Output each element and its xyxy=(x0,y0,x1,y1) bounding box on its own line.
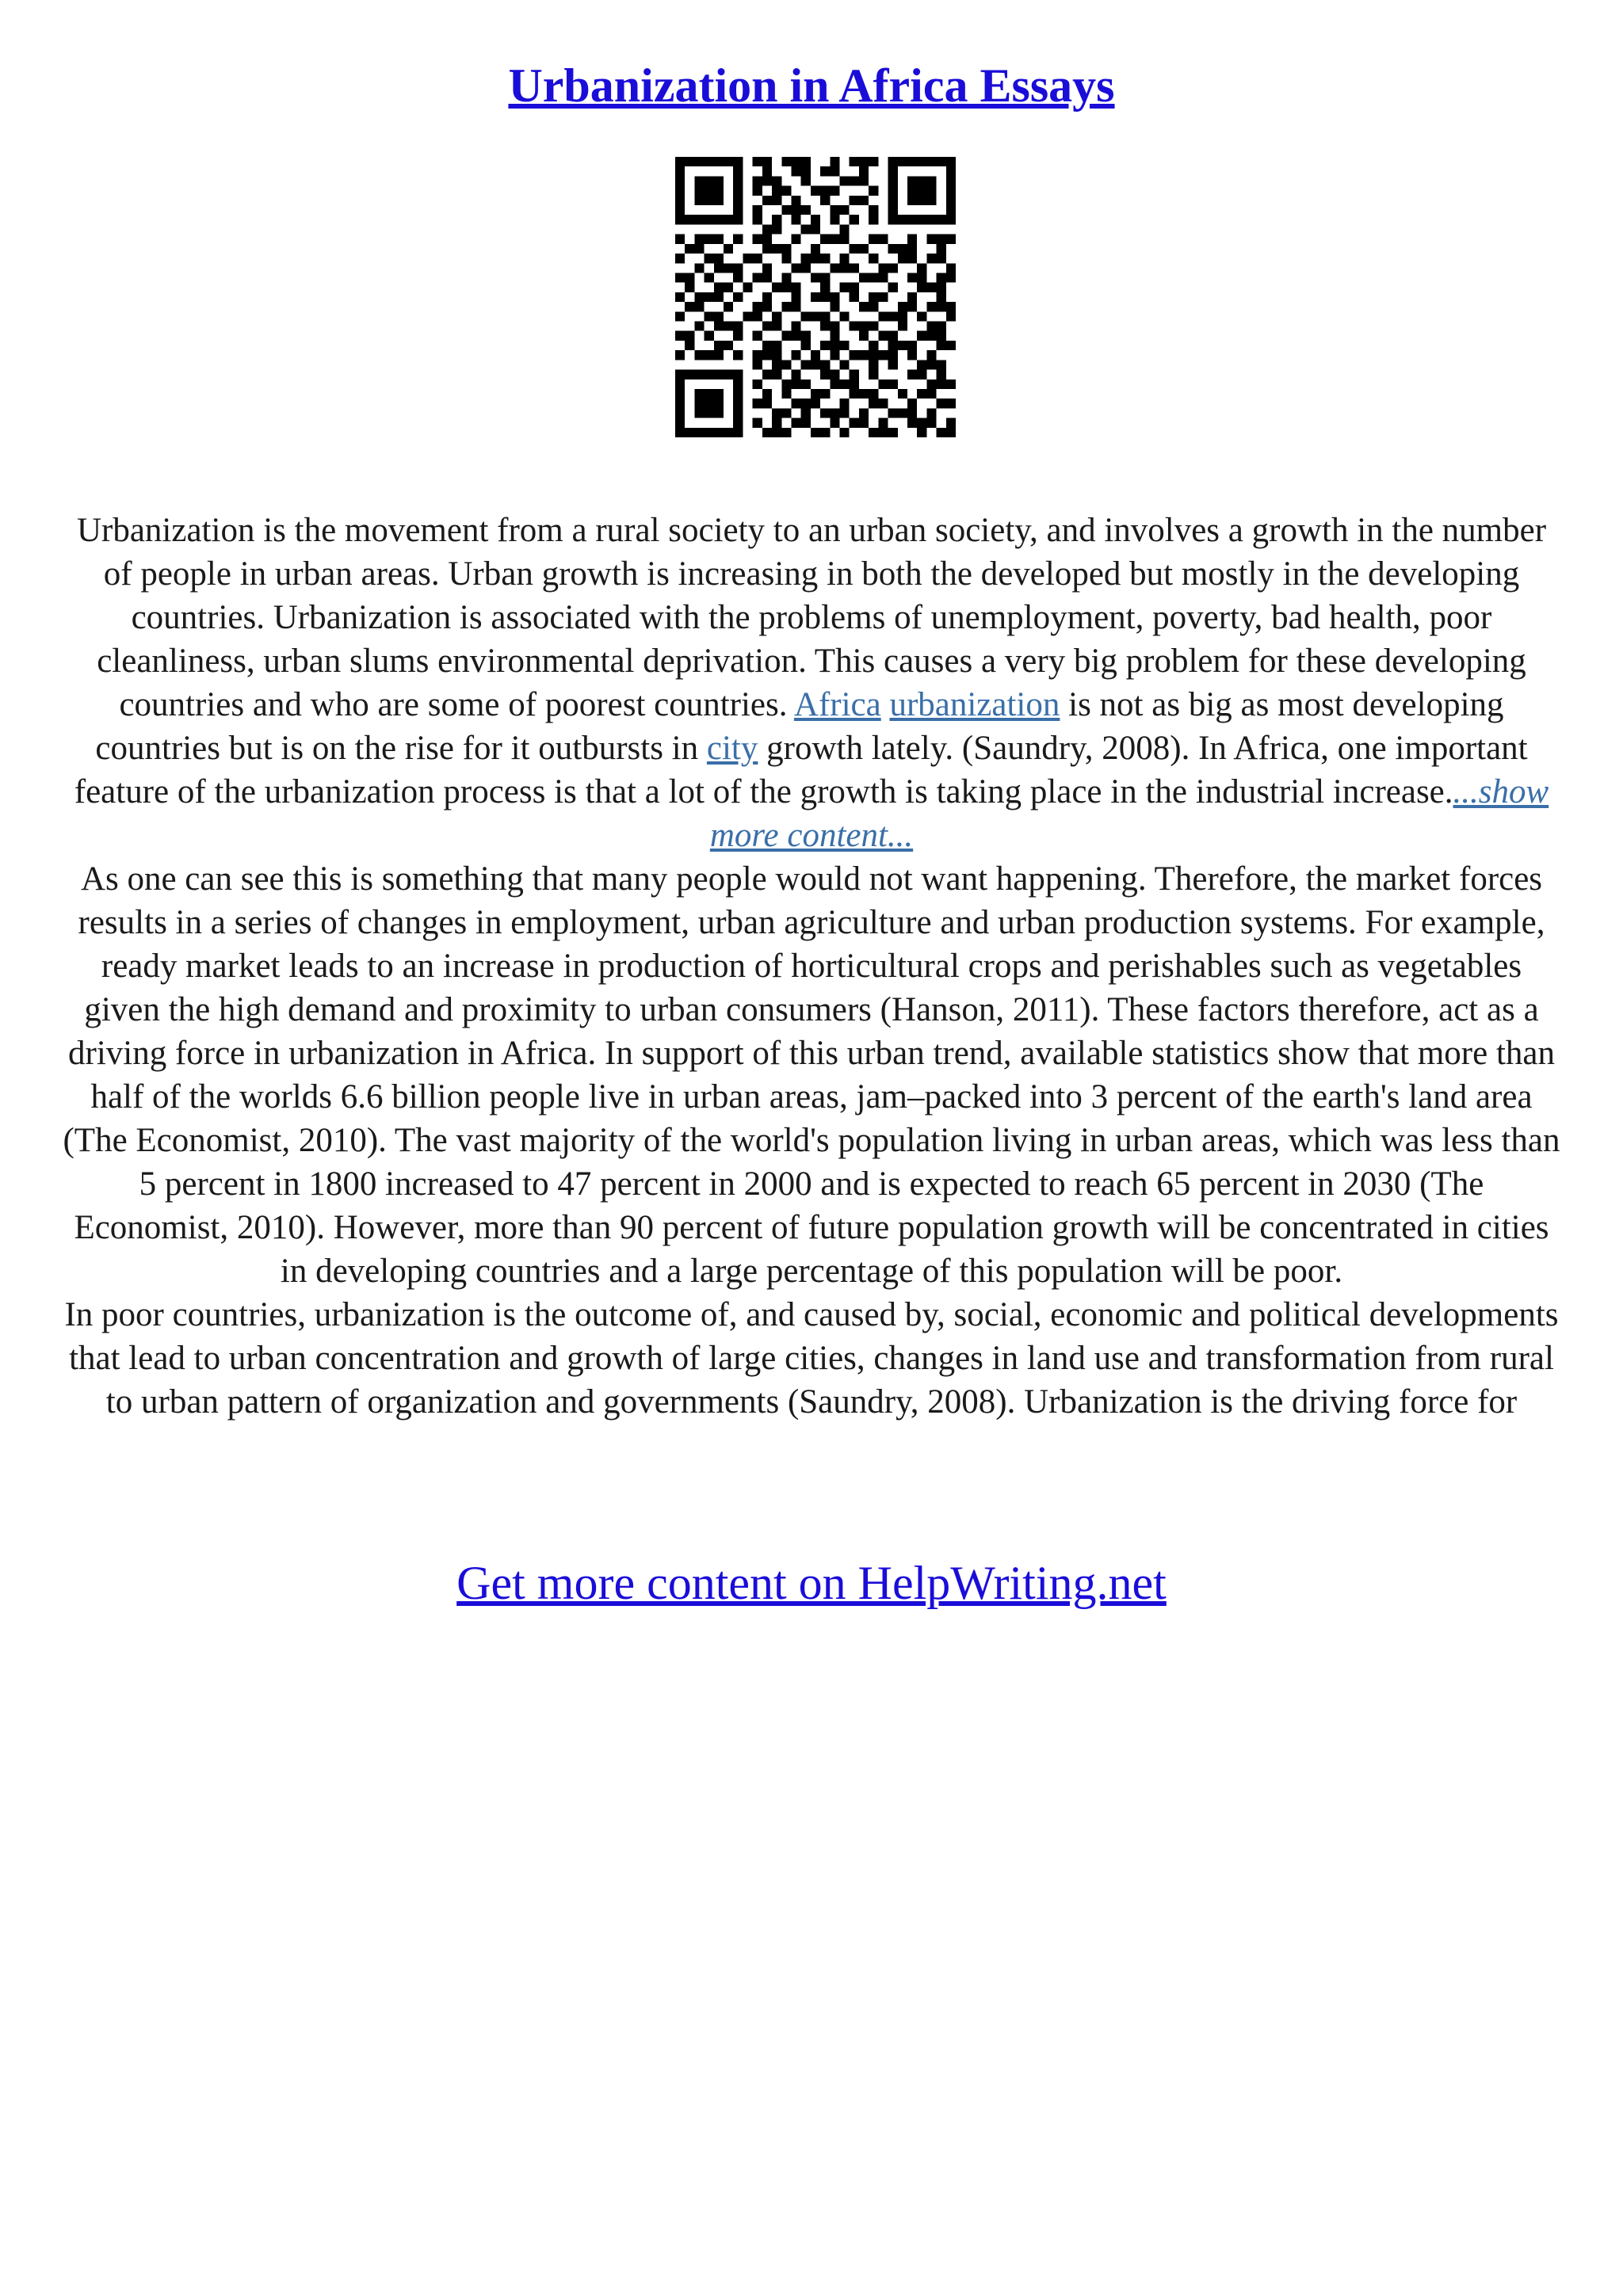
paragraph-1-text-start: Urbanization is the movement from a rural society to an urban society, and involves a growth in the number of people in urban areas. Urban growth is increasing in both the developed but mostly in the developing countries. Urbanization is associated with the problems of unemployment, poverty, bad health, poor cleanliness, urban slums environmental deprivation. This causes a very big problem for these developing countries and who are some of poorest countries. xyxy=(76,512,1547,723)
paragraph-2: As one can see this is something that many people would not want happening. Therefore, the market forces results in a series of changes in employment, urban agriculture and urban production systems. For example, ready market leads to an increase in production of horticultural crops and perishables such as vegetables given the high demand and proximity to urban consumers (Hanson, 2011). These factors therefore, act as a driving force in urbanization in Africa. In support of this urban trend, available statistics show that more than half of the worlds 6.6 billion people live in urban areas, jam–packed into 3 percent of the earth's land area (The Economist, 2010). The vast majority of the world's population living in urban areas, which was less than 5 percent in 1800 increased to 47 percent in 2000 and is expected to reach 65 percent in 2030 (The Economist, 2010). However, more than 90 percent of future population growth will be concentrated in cities in developing countries and a large percentage of this population will be poor. xyxy=(63,860,1560,1290)
document-title-link[interactable]: Urbanization in Africa Essays xyxy=(508,59,1115,112)
qr-code-icon xyxy=(675,157,956,437)
paragraph-3: In poor countries, urbanization is the outcome of, and caused by, social, economic and political developments that lead to urban concentration and growth of large cities, changes in land use and transformation from rural to urban pattern of organization and governments (Saundry, 2008). Urbanization is the driving force for xyxy=(64,1296,1559,1421)
keyword-link-africa[interactable]: Africa xyxy=(793,686,881,723)
paragraph-1 xyxy=(60,509,1563,857)
paragraph-1-text-middle: is not as big as most developing countries but is on the rise for it outbursts in xyxy=(95,686,1504,767)
keyword-link-city[interactable]: city xyxy=(706,730,758,767)
get-more-content-link[interactable]: Get more content on HelpWriting.net xyxy=(456,1557,1167,1609)
keyword-link-urbanization[interactable]: urbanization xyxy=(889,686,1060,723)
paragraph-1-text-end: growth lately. (Saundry, 2008). In Africa, one important feature of the urbanization process is that a lot of the growth is taking place in the industrial increase. xyxy=(74,730,1528,810)
keyword-space xyxy=(881,686,890,723)
essay-body xyxy=(60,509,1563,1424)
show-more-link[interactable]: ...show more content... xyxy=(709,773,1549,854)
